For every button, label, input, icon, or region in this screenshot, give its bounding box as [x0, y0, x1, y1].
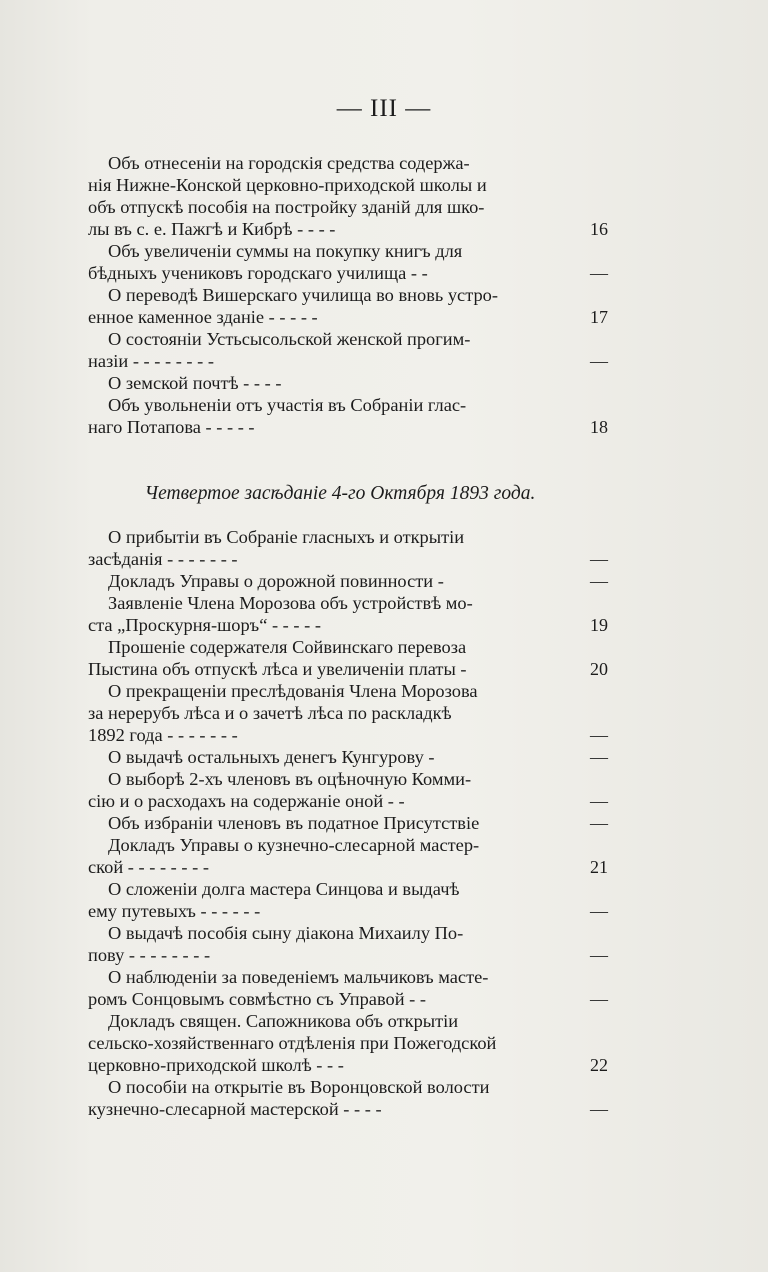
- toc-entry-text: ромъ Сонцовымъ совмѣстно съ Управой - -: [88, 989, 427, 1009]
- toc-page-number: 21: [590, 857, 608, 877]
- entries-top: [88, 152, 608, 438]
- toc-page-number: 19: [590, 615, 608, 635]
- toc-entry-line: [88, 878, 608, 900]
- toc-entry-text: ской - - - - - - - -: [88, 857, 209, 877]
- toc-entry-text: Объ отнесеніи на городскія средства содержа-: [108, 153, 470, 173]
- toc-entry-text: ста „Проскурня-шоръ“ - - - - -: [88, 615, 321, 635]
- toc-entry-line: [88, 416, 608, 438]
- toc-entry: [88, 1010, 608, 1076]
- toc-page-number: —: [590, 549, 608, 569]
- toc-entry-line: [88, 1098, 608, 1120]
- toc-entry-text: Прошеніе содержателя Сойвинскаго перевоза: [108, 637, 467, 657]
- toc-entry-line: [88, 262, 608, 284]
- toc-entry-text: О наблюденіи за поведеніемъ мальчиковъ масте-: [108, 967, 489, 987]
- toc-entry-text: объ отпускѣ пособія на постройку зданій для шко-: [88, 197, 485, 217]
- toc-page-number: —: [590, 813, 608, 833]
- toc-entry: [88, 834, 608, 878]
- toc-entry-line: [88, 196, 608, 218]
- toc-entry: [88, 1076, 608, 1120]
- toc-entry: [88, 812, 608, 834]
- toc-entry-text: О выдачѣ остальныхъ денегъ Кунгурову -: [108, 747, 435, 767]
- toc-entry-line: [88, 636, 608, 658]
- toc-page-number: 17: [590, 307, 608, 327]
- toc-entry: [88, 240, 608, 284]
- toc-entry-line: [88, 702, 608, 724]
- toc-entry-text: О выдачѣ пособія сыну діакона Михаилу По-: [108, 923, 464, 943]
- toc-entry-line: [88, 328, 608, 350]
- toc-entry-line: [88, 834, 608, 856]
- toc-entry: [88, 570, 608, 592]
- section-title: Четвертое засѣданіе 4-го Октября 1893 года.: [144, 483, 536, 504]
- toc-entry-line: [88, 548, 608, 570]
- toc-entry-text: лы въ с. е. Пажгѣ и Кибрѣ - - - -: [88, 219, 336, 239]
- toc-entry-text: О выборѣ 2-хъ членовъ въ оцѣночную Комми-: [108, 769, 472, 789]
- toc-entry-line: [88, 592, 608, 614]
- toc-page-number: —: [590, 263, 608, 283]
- toc-entry-line: [88, 372, 608, 394]
- toc-entry-text: енное каменное зданіе - - - - -: [88, 307, 318, 327]
- toc-entry: [88, 878, 608, 922]
- toc-entry-text: О сложеніи долга мастера Синцова и выдачѣ: [108, 879, 460, 899]
- toc-entry-line: [88, 988, 608, 1010]
- toc-entry-line: [88, 174, 608, 196]
- toc-entry: [88, 922, 608, 966]
- toc-entry-line: [88, 350, 608, 372]
- toc-entry-text: нія Нижне-Конской церковно-приходской школы и: [88, 175, 487, 195]
- toc-entry-text: Объ увольненіи отъ участія въ Собраніи глас-: [108, 395, 467, 415]
- toc-entry-text: О земской почтѣ - - - -: [108, 373, 282, 393]
- toc-entry-text: назіи - - - - - - - -: [88, 351, 214, 371]
- toc-entry: [88, 592, 608, 636]
- toc-entry-text: наго Потапова - - - - -: [88, 417, 255, 437]
- toc-entry-line: [88, 746, 608, 768]
- toc-page-number: 16: [590, 219, 608, 239]
- page-number: — III —: [336, 95, 432, 122]
- toc-entry: [88, 768, 608, 812]
- toc-entry-text: сію и о расходахъ на содержаніе оной - -: [88, 791, 405, 811]
- toc-entry-text: Заявленіе Члена Морозова объ устройствѣ мо-: [108, 593, 473, 613]
- toc-entry-line: [88, 966, 608, 988]
- toc-entry-text: церковно-приходской школѣ - - -: [88, 1055, 344, 1075]
- toc-page-number: —: [590, 747, 608, 767]
- toc-entry-line: [88, 768, 608, 790]
- toc-page-number: —: [590, 945, 608, 965]
- toc-entry-line: [88, 658, 608, 680]
- toc-entry: [88, 636, 608, 680]
- toc-entry-line: [88, 284, 608, 306]
- toc-page-number: 20: [590, 659, 608, 679]
- toc-entry-line: [88, 1076, 608, 1098]
- toc-page-number: —: [590, 725, 608, 745]
- toc-entry-text: О прекращеніи преслѣдованія Члена Морозова: [108, 681, 478, 701]
- toc-entry-line: [88, 680, 608, 702]
- toc-entry-line: [88, 1032, 608, 1054]
- toc-entry-text: О пособіи на открытіе въ Воронцовской волости: [108, 1077, 490, 1097]
- toc-entry: [88, 680, 608, 746]
- toc-entry-line: [88, 900, 608, 922]
- toc-entry-line: [88, 240, 608, 262]
- toc-entry-text: О прибытіи въ Собраніе гласныхъ и открытіи: [108, 527, 465, 547]
- table-of-contents: [88, 152, 608, 1120]
- toc-entry-line: [88, 1054, 608, 1076]
- toc-entry-line: [88, 306, 608, 328]
- toc-entry-text: ему путевыхъ - - - - - -: [88, 901, 261, 921]
- toc-page-number: —: [590, 351, 608, 371]
- toc-entry-line: [88, 526, 608, 548]
- toc-entry-text: 1892 года - - - - - - -: [88, 725, 238, 745]
- toc-entry-text: кузнечно-слесарной мастерской - - - -: [88, 1099, 382, 1119]
- toc-entry-text: сельско-хозяйственнаго отдѣленія при Пожегодской: [88, 1033, 497, 1053]
- toc-entry-text: О состояніи Устьсысольской женской прогим-: [108, 329, 471, 349]
- toc-entry-text: Докладъ Управы о кузнечно-слесарной мастер-: [108, 835, 480, 855]
- toc-entry-line: [88, 724, 608, 746]
- toc-entry-line: [88, 812, 608, 834]
- toc-entry-text: О переводѣ Вишерскаго училища во вновь устро-: [108, 285, 498, 305]
- toc-entry: [88, 152, 608, 240]
- toc-entry-line: [88, 570, 608, 592]
- entries-bottom: [88, 526, 608, 1120]
- toc-entry: [88, 966, 608, 1010]
- toc-page-number: 18: [590, 417, 608, 437]
- toc-entry-text: пову - - - - - - - -: [88, 945, 211, 965]
- toc-entry-line: [88, 790, 608, 812]
- toc-page-number: —: [590, 901, 608, 921]
- toc-entry-line: [88, 394, 608, 416]
- toc-entry: [88, 284, 608, 328]
- toc-entry-text: бѣдныхъ учениковъ городскаго училища - -: [88, 263, 428, 283]
- toc-entry-line: [88, 152, 608, 174]
- toc-page-number: —: [590, 989, 608, 1009]
- toc-entry-line: [88, 922, 608, 944]
- toc-entry-line: [88, 614, 608, 636]
- toc-entry: [88, 746, 608, 768]
- toc-entry-text: за нерерубъ лѣса и о зачетѣ лѣса по раскладкѣ: [88, 703, 452, 723]
- toc-entry: [88, 526, 608, 570]
- toc-entry-line: [88, 944, 608, 966]
- toc-entry-line: [88, 856, 608, 878]
- toc-entry-text: Объ увеличеніи суммы на покупку книгъ для: [108, 241, 463, 261]
- toc-entry-text: Докладъ священ. Сапожникова объ открытіи: [108, 1011, 459, 1031]
- toc-page-number: —: [590, 571, 608, 591]
- toc-entry: [88, 328, 608, 372]
- toc-entry: [88, 394, 608, 438]
- toc-entry-line: [88, 218, 608, 240]
- toc-entry-text: засѣданія - - - - - - -: [88, 549, 238, 569]
- toc-entry-text: Объ избраніи членовъ въ податное Присутствіе: [108, 813, 480, 833]
- toc-entry: [88, 372, 608, 394]
- toc-page-number: —: [590, 791, 608, 811]
- toc-entry-text: Докладъ Управы о дорожной повинности -: [108, 571, 444, 591]
- toc-page-number: —: [590, 1099, 608, 1119]
- toc-page-number: 22: [590, 1055, 608, 1075]
- toc-entry-line: [88, 1010, 608, 1032]
- toc-entry-text: Пыстина объ отпускѣ лѣса и увеличеніи платы -: [88, 659, 467, 679]
